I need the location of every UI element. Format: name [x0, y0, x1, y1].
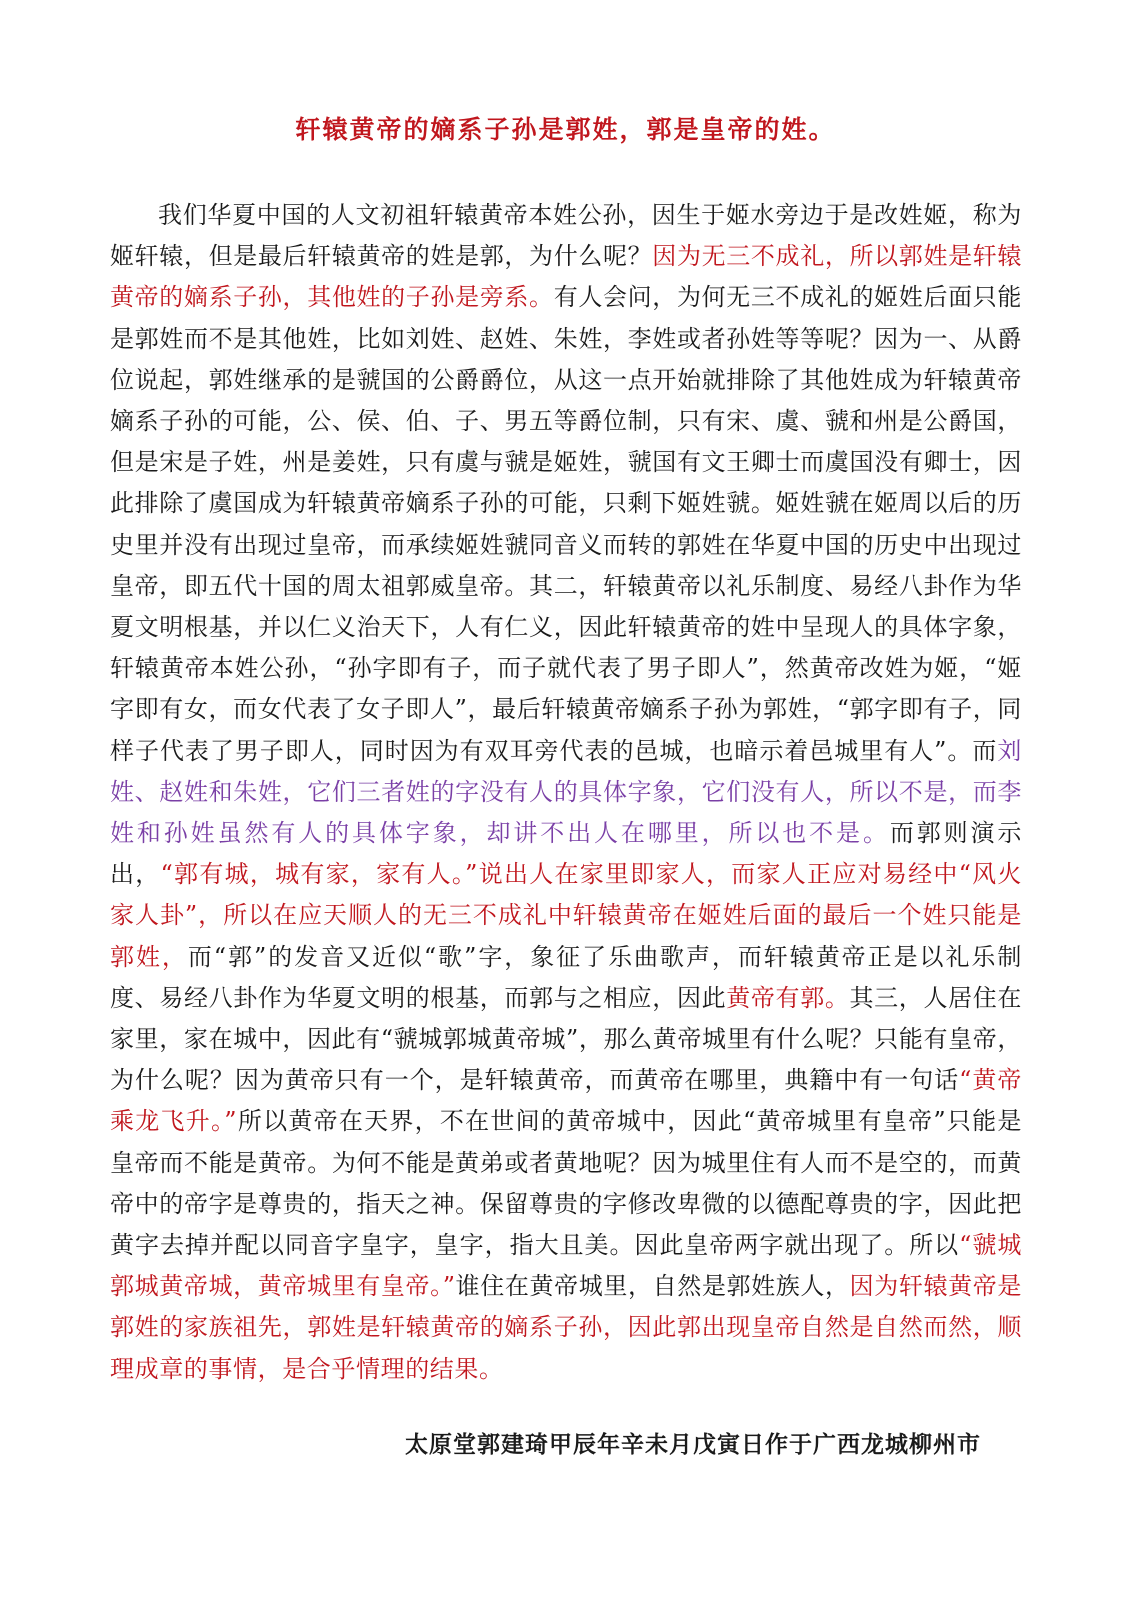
text-segment-red: “黄帝乘龙飞升。” — [110, 1066, 1022, 1136]
text-segment-red: 因为轩辕黄帝是郭姓的家族祖先，郭姓是轩辕黄帝的嫡系子孙，因此郭出现皇帝自然是自然而然，顺理成章的事情，是合乎情理的结果。 — [110, 1272, 1022, 1383]
text-segment: 我们华夏中国的人文初祖轩辕黄帝本姓公孙，因生于姬水旁边于是改姓姬，称为姬轩辕，但是最后轩辕黄帝的姓是郭，为什么呢？ — [110, 201, 1022, 271]
text-segment-red: 因为无三不成礼，所以郭姓是轩辕黄帝的嫡系子孙，其他姓的子孙是旁系。 — [110, 242, 1022, 312]
text-segment: 其三，人居住在家里，家在城中，因此有“虢城郭城黄帝城”，那么黄帝城里有什么呢？只能有皇帝，为什么呢？因为黄帝只有一个，是轩辕黄帝，而黄帝在哪里，典籍中有一句话 — [110, 983, 1022, 1095]
document-title: 轩辕黄帝的嫡系子孙是郭姓，郭是皇帝的姓。 — [295, 115, 836, 144]
text-segment: 所以黄帝在天界，不在世间的黄帝城中，因此“黄帝城里有皇帝”只能是皇帝而不能是黄帝。为何不能是黄弟或者黄地呢？因为城里住有人而不是空的，而黄帝中的帝字是尊贵的，指天之神。保留尊贵的字修改卑微的以德配尊贵的字，因此把黄字去掉并配以同音字皇字，皇字，指大且美。因此皇帝两字就出现了。所以 — [110, 1107, 1022, 1260]
text-segment: 有人会问，为何无三不成礼的姬姓后面只能是郭姓而不是其他姓，比如刘姓、赵姓、朱姓，李姓或者孙姓等等呢？因为一、从爵位说起，郭姓继承的是虢国的公爵爵位，从这一点开始就排除了其他姓成为轩辕黄帝嫡系子孙的可能，公、侯、伯、子、男五等爵位制，只有宋、虞、虢和州是公爵国，但是宋是子姓，州是姜姓，只有虞与虢是姬姓，虢国有文王卿士而虞国没有卿士，因此排除了虞国成为轩辕黄帝嫡系子孙的可能，只剩下姬姓虢。姬姓虢在姬周以后的历史里并没有出现过皇帝，而承续姬姓虢同音义而转的郭姓在华夏中国的历史中出现过皇帝，即五代十国的周太祖郭威皇帝。其二，轩辕黄帝以礼乐制度、易经八卦作为华夏文明根基，并以仁义治天下，人有仁义，因此轩辕黄帝的姓中呈现人的具体字象，轩辕黄帝本姓公孙，“孙字即有子，而子就代表了男子即人”，然黄帝改姓为姬，“姬字即有女，而女代表了女子即人”，最后轩辕黄帝嫡系子孙为郭姓，“郭字即有子，同样子代表了男子即人，同时因为有双耳旁代表的邑城，也暗示着邑城里有人”。而 — [110, 283, 1022, 765]
text-segment: 而郭则演示出， — [110, 819, 1022, 889]
text-segment-purple: 刘姓、赵姓和朱姓，它们三者姓的字没有人的具体字象，它们没有人，所以不是，而李姓和孙姓虽然有人的具体字象，却讲不出人在哪里，所以也不是。 — [110, 736, 1022, 848]
text-segment: 谁住在黄帝城里，自然是郭姓族人， — [455, 1272, 850, 1301]
text-segment-red: 黄帝有郭。 — [726, 983, 850, 1012]
text-segment-red: “郭有城，城有家，家有人。”说出人在家里即家人，而家人正应对易经中“风火家人卦”，所以在应天顺人的无三不成礼中轩辕黄帝在姬姓后面的最后一个姓只能是郭姓， — [110, 860, 1023, 971]
body-paragraph — [110, 195, 1022, 1390]
author-signature: 太原堂郭建琦甲辰年辛未月戊寅日作于广西龙城柳州市 — [405, 1431, 981, 1458]
text-segment: 而“郭”的发音又近似“歌”字，象征了乐曲歌声，而轩辕黄帝正是以礼乐制度、易经八卦作为华夏文明的根基，而郭与之相应，因此 — [110, 942, 1022, 1012]
text-segment-red: “虢城郭城黄帝城，黄帝城里有皇帝。” — [110, 1231, 1022, 1301]
